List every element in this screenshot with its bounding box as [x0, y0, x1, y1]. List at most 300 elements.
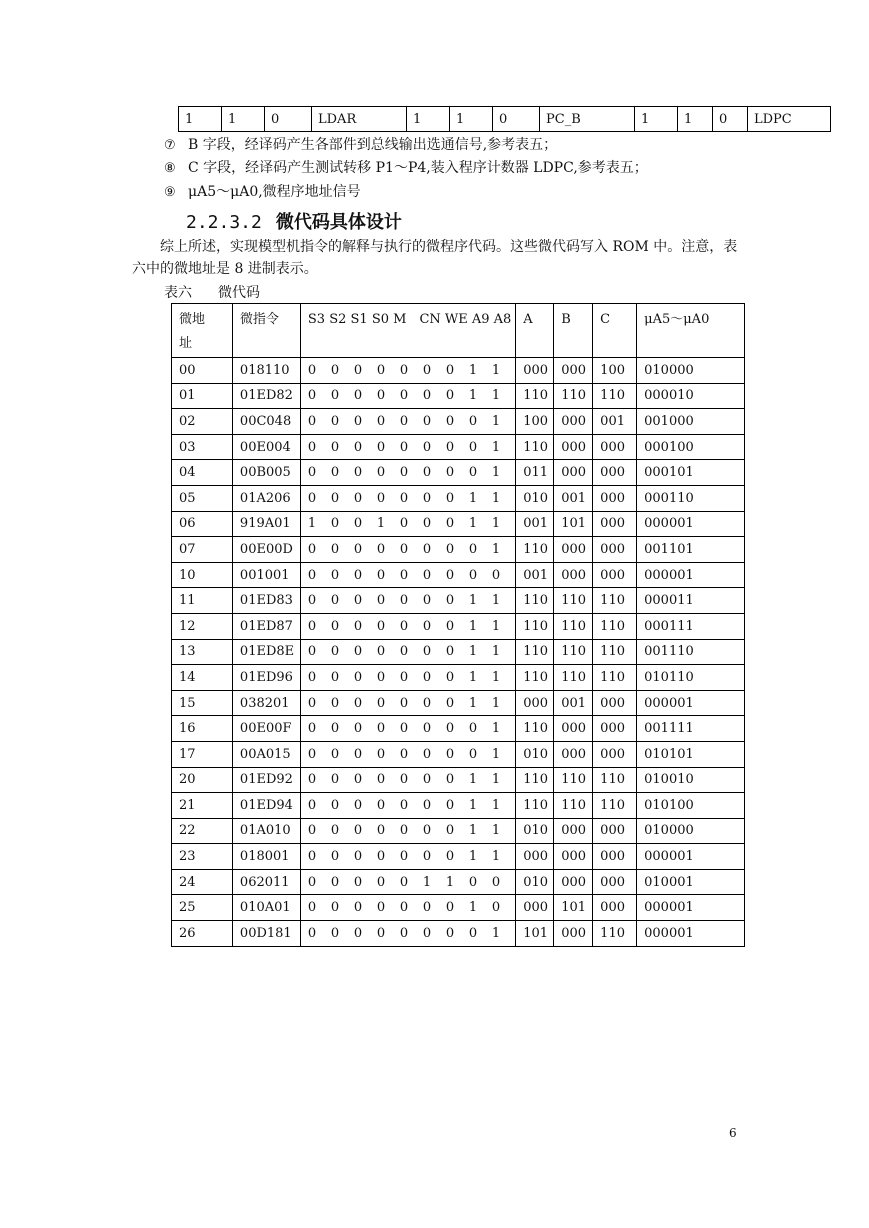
control-bit: 0 — [468, 439, 478, 455]
cell-control-bits — [300, 793, 515, 819]
control-bit: 1 — [491, 439, 501, 455]
cell-address: 12 — [172, 613, 233, 639]
cell-control-bits — [300, 767, 515, 793]
list-item — [164, 182, 361, 203]
control-bit: 0 — [422, 746, 432, 762]
control-bit: 0 — [468, 465, 478, 481]
control-bit: 0 — [422, 541, 432, 557]
cell-a-field: 000 — [516, 690, 554, 716]
control-bit: 0 — [491, 874, 501, 890]
table-row — [172, 562, 745, 588]
cell-address: 03 — [172, 434, 233, 460]
cell-address: 07 — [172, 537, 233, 563]
control-bit: 0 — [399, 567, 409, 583]
control-bit: 0 — [491, 567, 501, 583]
cell-c-field: 000 — [593, 434, 637, 460]
cell-b-field: 000 — [554, 358, 593, 384]
control-bit: 0 — [307, 849, 317, 865]
cell-b-field: 000 — [554, 716, 593, 742]
control-bit: 0 — [307, 567, 317, 583]
control-bit: 0 — [399, 465, 409, 481]
control-bit: 0 — [330, 362, 340, 378]
cell-address: 05 — [172, 485, 233, 511]
cell-b-field: 110 — [554, 383, 593, 409]
control-bit: 1 — [468, 669, 478, 685]
control-bit: 1 — [468, 593, 478, 609]
header-microinstruction: 微指令 — [232, 304, 300, 358]
list-item-number: ⑧ — [164, 161, 176, 176]
control-bit: 0 — [330, 465, 340, 481]
cell-control-bits — [300, 844, 515, 870]
cell-next-address: 000001 — [637, 690, 745, 716]
cell-b-field: 110 — [554, 665, 593, 691]
control-bit: 1 — [491, 593, 501, 609]
control-bit: 0 — [491, 900, 501, 916]
control-bit: 0 — [330, 541, 340, 557]
cell-a-field: 010 — [516, 485, 554, 511]
cell-address: 24 — [172, 869, 233, 895]
control-bit: 0 — [353, 490, 363, 506]
cell-c-field: 000 — [593, 562, 637, 588]
control-bit: 0 — [399, 925, 409, 941]
control-bit: 0 — [445, 516, 455, 532]
control-bit: 0 — [445, 541, 455, 557]
control-bit: 1 — [307, 516, 317, 532]
cell-next-address: 000001 — [637, 562, 745, 588]
table-row — [172, 613, 745, 639]
control-bit: 0 — [307, 721, 317, 737]
table-cell: 0 — [265, 107, 312, 132]
control-bit: 0 — [307, 695, 317, 711]
cell-c-field: 110 — [593, 383, 637, 409]
cell-c-field: 110 — [593, 665, 637, 691]
cell-next-address: 000011 — [637, 588, 745, 614]
table-row — [172, 358, 745, 384]
section-number: 2.2.3.2 — [186, 212, 262, 233]
control-bit: 0 — [307, 900, 317, 916]
cell-next-address: 000101 — [637, 460, 745, 486]
control-bit: 0 — [353, 516, 363, 532]
control-bit: 0 — [445, 721, 455, 737]
cell-next-address: 010101 — [637, 741, 745, 767]
header-control-bits: S3 S2 S1 S0 M CN WE A9 A8 — [300, 304, 515, 358]
table-cell: 1 — [635, 107, 678, 132]
cell-next-address: 000001 — [637, 895, 745, 921]
control-bit: 0 — [422, 849, 432, 865]
control-bit: 0 — [353, 874, 363, 890]
table-row — [172, 383, 745, 409]
cell-address: 21 — [172, 793, 233, 819]
control-bit: 0 — [445, 567, 455, 583]
control-bit: 0 — [468, 746, 478, 762]
cell-microinstruction: 01ED83 — [232, 588, 300, 614]
control-bit: 0 — [399, 618, 409, 634]
control-bit: 0 — [376, 490, 386, 506]
table-row — [172, 844, 745, 870]
control-bit: 0 — [468, 874, 478, 890]
control-bit: 1 — [468, 516, 478, 532]
list-item-number: ⑨ — [164, 185, 176, 200]
control-bit: 1 — [491, 490, 501, 506]
control-bit: 0 — [376, 465, 386, 481]
table-row — [172, 895, 745, 921]
cell-control-bits — [300, 358, 515, 384]
control-bit: 1 — [491, 823, 501, 839]
cell-c-field: 000 — [593, 895, 637, 921]
cell-a-field: 110 — [516, 665, 554, 691]
cell-control-bits — [300, 434, 515, 460]
cell-b-field: 000 — [554, 562, 593, 588]
section-title: 微代码具体设计 — [275, 212, 402, 233]
cell-c-field: 110 — [593, 639, 637, 665]
control-bit: 1 — [468, 490, 478, 506]
cell-b-field: 110 — [554, 639, 593, 665]
table-cell: LDPC — [748, 107, 831, 132]
table-row — [172, 434, 745, 460]
control-bit: 0 — [376, 669, 386, 685]
control-bit: 1 — [491, 516, 501, 532]
control-bit: 0 — [445, 644, 455, 660]
cell-control-bits — [300, 690, 515, 716]
control-bit: 0 — [422, 465, 432, 481]
cell-b-field: 000 — [554, 869, 593, 895]
cell-c-field: 000 — [593, 537, 637, 563]
control-bit: 0 — [330, 823, 340, 839]
cell-b-field: 000 — [554, 460, 593, 486]
cell-address: 13 — [172, 639, 233, 665]
control-bit: 0 — [353, 362, 363, 378]
control-bit: 0 — [330, 413, 340, 429]
control-bit: 0 — [445, 823, 455, 839]
control-bit: 0 — [422, 618, 432, 634]
table-cell: 1 — [678, 107, 713, 132]
control-bit: 0 — [422, 593, 432, 609]
table-row — [172, 665, 745, 691]
control-bit: 0 — [445, 465, 455, 481]
control-bit: 0 — [353, 618, 363, 634]
control-bit: 0 — [307, 465, 317, 481]
control-bit: 0 — [376, 874, 386, 890]
control-bit: 0 — [422, 669, 432, 685]
control-bit: 0 — [445, 490, 455, 506]
control-bit: 0 — [376, 644, 386, 660]
control-bit: 0 — [307, 593, 317, 609]
control-bit: 1 — [468, 772, 478, 788]
control-bit: 0 — [330, 593, 340, 609]
cell-address: 23 — [172, 844, 233, 870]
cell-next-address: 001000 — [637, 409, 745, 435]
cell-b-field: 110 — [554, 588, 593, 614]
cell-next-address: 000001 — [637, 844, 745, 870]
cell-c-field: 110 — [593, 588, 637, 614]
cell-b-field: 000 — [554, 844, 593, 870]
header-c-field: C — [593, 304, 637, 358]
control-bit: 0 — [468, 925, 478, 941]
control-bit: 0 — [353, 644, 363, 660]
header-address: 微地址 — [172, 304, 233, 358]
control-bit: 0 — [330, 849, 340, 865]
cell-b-field: 110 — [554, 793, 593, 819]
cell-b-field: 000 — [554, 537, 593, 563]
control-bit: 0 — [399, 772, 409, 788]
cell-microinstruction: 01ED96 — [232, 665, 300, 691]
cell-address: 17 — [172, 741, 233, 767]
cell-control-bits — [300, 639, 515, 665]
cell-a-field: 110 — [516, 793, 554, 819]
control-bit: 0 — [376, 695, 386, 711]
header-next-address: μA5～μA0 — [637, 304, 745, 358]
control-bit: 0 — [376, 413, 386, 429]
cell-c-field: 000 — [593, 690, 637, 716]
control-bit: 0 — [307, 490, 317, 506]
cell-address: 01 — [172, 383, 233, 409]
control-bit: 1 — [491, 772, 501, 788]
table-row — [172, 511, 745, 537]
control-bit: 1 — [491, 925, 501, 941]
cell-c-field: 100 — [593, 358, 637, 384]
cell-control-bits — [300, 869, 515, 895]
table-row — [172, 690, 745, 716]
control-bit: 0 — [353, 541, 363, 557]
table-cell: 1 — [179, 107, 222, 132]
cell-next-address: 010100 — [637, 793, 745, 819]
control-bit: 0 — [445, 618, 455, 634]
control-bit: 0 — [376, 362, 386, 378]
cell-next-address: 000100 — [637, 434, 745, 460]
control-bit: 0 — [376, 900, 386, 916]
control-bit: 0 — [399, 721, 409, 737]
cell-address: 02 — [172, 409, 233, 435]
cell-next-address: 000110 — [637, 485, 745, 511]
control-bit: 0 — [445, 362, 455, 378]
control-bit: 0 — [376, 541, 386, 557]
control-bit: 1 — [491, 644, 501, 660]
control-bit: 0 — [399, 490, 409, 506]
control-bit: 0 — [399, 797, 409, 813]
control-bit: 0 — [307, 772, 317, 788]
cell-next-address: 010001 — [637, 869, 745, 895]
table-row — [172, 869, 745, 895]
control-bit: 0 — [399, 746, 409, 762]
cell-microinstruction: 01ED94 — [232, 793, 300, 819]
cell-a-field: 100 — [516, 409, 554, 435]
cell-address: 16 — [172, 716, 233, 742]
body-paragraph: 综上所述，实现模型机指令的解释与执行的微程序代码。这些微代码写入 ROM 中。注意，表六中的微地址是 8 进制表示。 — [132, 239, 738, 277]
cell-c-field: 000 — [593, 511, 637, 537]
control-bit: 1 — [468, 849, 478, 865]
control-bit: 0 — [399, 541, 409, 557]
control-bit: 0 — [330, 516, 340, 532]
cell-control-bits — [300, 383, 515, 409]
cell-microinstruction: 01ED8E — [232, 639, 300, 665]
cell-microinstruction: 01A010 — [232, 818, 300, 844]
control-bit: 0 — [445, 593, 455, 609]
cell-next-address: 010000 — [637, 358, 745, 384]
list-item-text: B 字段，经译码产生各部件到总线输出选通信号,参考表五； — [188, 137, 558, 153]
control-bit: 0 — [422, 695, 432, 711]
control-bit: 1 — [468, 695, 478, 711]
cell-address: 04 — [172, 460, 233, 486]
control-bit: 1 — [468, 388, 478, 404]
cell-control-bits — [300, 716, 515, 742]
table-row — [172, 793, 745, 819]
cell-a-field: 101 — [516, 921, 554, 947]
cell-a-field: 110 — [516, 767, 554, 793]
list-item-text: μA5～μA0,微程序地址信号 — [188, 184, 361, 200]
cell-microinstruction: 00E00D — [232, 537, 300, 563]
cell-next-address: 001101 — [637, 537, 745, 563]
cell-b-field: 000 — [554, 818, 593, 844]
control-bit: 1 — [468, 618, 478, 634]
cell-control-bits — [300, 511, 515, 537]
cell-address: 11 — [172, 588, 233, 614]
control-bit: 0 — [399, 362, 409, 378]
control-bit: 0 — [422, 388, 432, 404]
cell-microinstruction: 018110 — [232, 358, 300, 384]
table-row — [172, 818, 745, 844]
cell-a-field: 010 — [516, 818, 554, 844]
cell-c-field: 110 — [593, 613, 637, 639]
continued-control-table — [178, 106, 831, 132]
control-bit: 0 — [422, 516, 432, 532]
cell-a-field: 110 — [516, 716, 554, 742]
cell-address: 14 — [172, 665, 233, 691]
control-bit: 0 — [307, 439, 317, 455]
cell-a-field: 011 — [516, 460, 554, 486]
table-caption-label: 表六 — [164, 285, 192, 301]
cell-microinstruction: 919A01 — [232, 511, 300, 537]
control-bit: 0 — [422, 567, 432, 583]
cell-microinstruction: 01ED82 — [232, 383, 300, 409]
cell-a-field: 110 — [516, 639, 554, 665]
control-bit: 1 — [491, 797, 501, 813]
control-bit: 0 — [445, 669, 455, 685]
control-bit: 0 — [353, 388, 363, 404]
table-cell: 1 — [407, 107, 450, 132]
control-bit: 0 — [399, 413, 409, 429]
cell-b-field: 101 — [554, 511, 593, 537]
control-bit: 0 — [330, 439, 340, 455]
control-bit: 0 — [445, 925, 455, 941]
control-bit: 0 — [307, 669, 317, 685]
table-row — [172, 767, 745, 793]
cell-microinstruction: 00D181 — [232, 921, 300, 947]
control-bit: 0 — [353, 849, 363, 865]
cell-a-field: 001 — [516, 562, 554, 588]
control-bit: 1 — [422, 874, 432, 890]
table-cell: 0 — [713, 107, 748, 132]
cell-a-field: 110 — [516, 588, 554, 614]
control-bit: 0 — [422, 439, 432, 455]
control-bit: 0 — [399, 823, 409, 839]
control-bit: 0 — [353, 465, 363, 481]
cell-b-field: 110 — [554, 767, 593, 793]
control-bit: 0 — [445, 746, 455, 762]
control-bit: 0 — [445, 797, 455, 813]
control-bit: 0 — [468, 567, 478, 583]
cell-c-field: 000 — [593, 460, 637, 486]
cell-c-field: 000 — [593, 869, 637, 895]
control-bit: 1 — [491, 362, 501, 378]
cell-control-bits — [300, 613, 515, 639]
control-bit: 0 — [422, 823, 432, 839]
control-bit: 0 — [330, 874, 340, 890]
header-a-field: A — [516, 304, 554, 358]
table-row — [172, 921, 745, 947]
control-bit: 0 — [376, 772, 386, 788]
table-cell: 0 — [493, 107, 540, 132]
control-bit: 0 — [376, 439, 386, 455]
control-bit: 0 — [330, 746, 340, 762]
cell-a-field: 001 — [516, 511, 554, 537]
table-caption — [164, 282, 260, 302]
control-bit: 0 — [422, 490, 432, 506]
cell-next-address: 000001 — [637, 921, 745, 947]
control-bit: 1 — [468, 362, 478, 378]
cell-address: 20 — [172, 767, 233, 793]
control-bit: 1 — [491, 669, 501, 685]
control-bit: 1 — [491, 413, 501, 429]
control-bit: 1 — [468, 797, 478, 813]
control-bit: 0 — [468, 541, 478, 557]
table-cell: PC_B — [540, 107, 635, 132]
cell-control-bits — [300, 409, 515, 435]
control-bit: 0 — [307, 925, 317, 941]
control-bit: 0 — [353, 721, 363, 737]
control-bit: 0 — [353, 439, 363, 455]
control-bit: 1 — [491, 618, 501, 634]
control-bit: 0 — [353, 695, 363, 711]
cell-c-field: 000 — [593, 844, 637, 870]
cell-a-field: 000 — [516, 895, 554, 921]
cell-a-field: 110 — [516, 434, 554, 460]
table-caption-title: 微代码 — [218, 285, 260, 301]
cell-control-bits — [300, 562, 515, 588]
table-cell: 1 — [222, 107, 265, 132]
control-bit: 0 — [445, 439, 455, 455]
control-bit: 0 — [330, 567, 340, 583]
cell-b-field: 000 — [554, 741, 593, 767]
control-bit: 1 — [491, 695, 501, 711]
control-bit: 0 — [376, 823, 386, 839]
control-bit: 0 — [307, 388, 317, 404]
control-bit: 0 — [307, 644, 317, 660]
control-bit: 1 — [491, 746, 501, 762]
cell-c-field: 000 — [593, 716, 637, 742]
cell-microinstruction: 00E00F — [232, 716, 300, 742]
control-bit: 0 — [445, 900, 455, 916]
cell-a-field: 000 — [516, 844, 554, 870]
cell-b-field: 001 — [554, 690, 593, 716]
cell-b-field: 101 — [554, 895, 593, 921]
cell-microinstruction: 01ED92 — [232, 767, 300, 793]
cell-microinstruction: 01ED87 — [232, 613, 300, 639]
control-bit: 0 — [399, 516, 409, 532]
control-bit: 1 — [491, 849, 501, 865]
control-bit: 0 — [399, 669, 409, 685]
control-bit: 0 — [422, 797, 432, 813]
cell-address: 22 — [172, 818, 233, 844]
control-bit: 0 — [399, 388, 409, 404]
control-bit: 0 — [445, 695, 455, 711]
control-bit: 0 — [330, 618, 340, 634]
control-bit: 0 — [376, 849, 386, 865]
cell-control-bits — [300, 588, 515, 614]
cell-b-field: 000 — [554, 434, 593, 460]
control-bit: 0 — [353, 669, 363, 685]
control-bit: 0 — [376, 797, 386, 813]
control-bit: 1 — [468, 823, 478, 839]
